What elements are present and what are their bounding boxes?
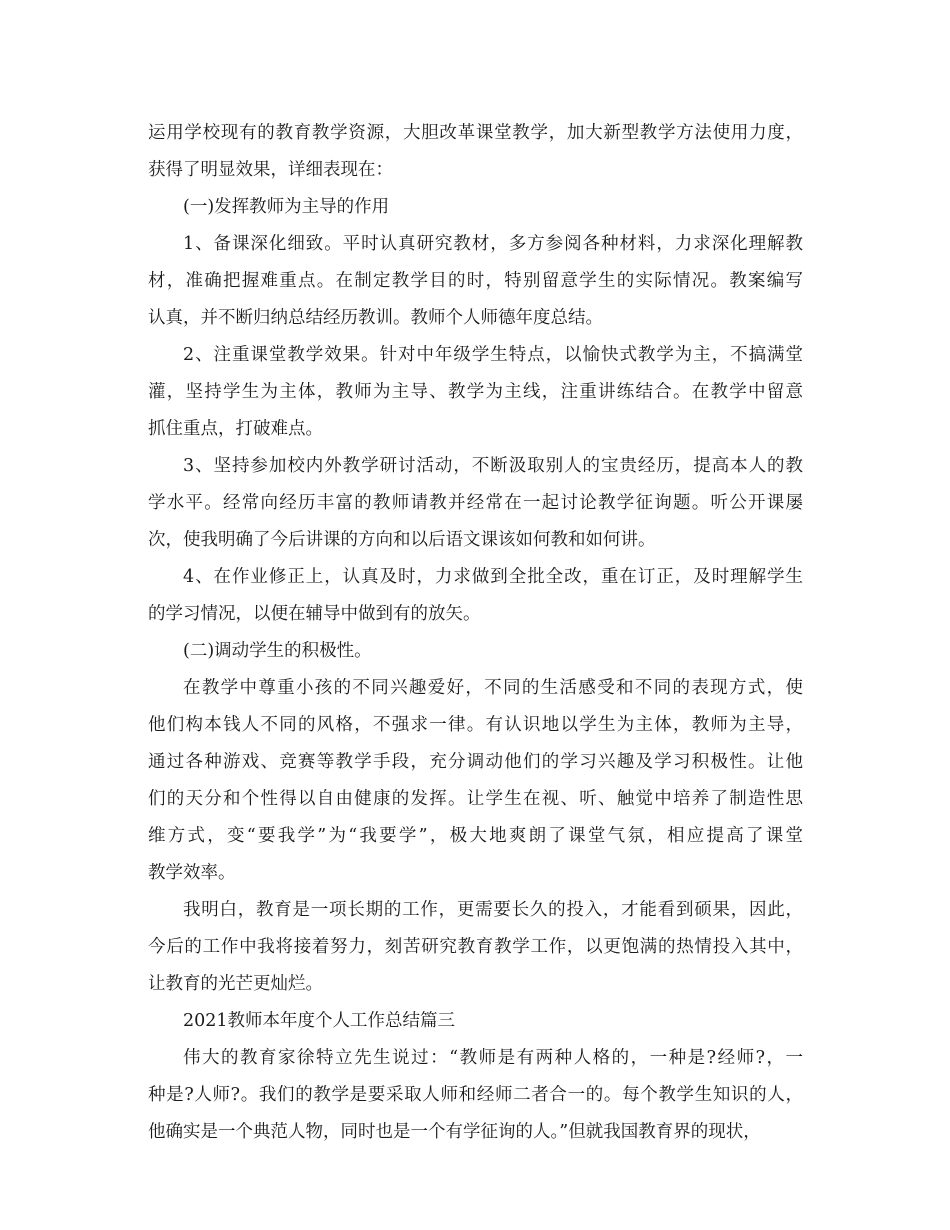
text-line: 4、在作业修正上，认真及时，力求做到全批全改，重在订正，及时理解学生 [183,567,803,587]
paragraph [148,189,803,226]
text-line: 2021教师本年度个人工作总结篇三 [183,1011,456,1031]
paragraph [148,115,803,189]
text-line: 教学效率。 [148,863,236,883]
text-line: 他确实是一个典范人物，同时也是一个有学征询的人。”但就我国教育界的现状， [148,1122,761,1142]
text-line: 我明白，教育是一项长期的工作，更需要长久的投入，才能看到硕果，因此， [183,900,803,920]
paragraph [148,633,803,670]
text-line: (一)发挥教师为主导的作用 [183,197,390,217]
text-line: (二)调动学生的积极性。 [183,641,372,661]
text-line: 获得了明显效果，详细表现在： [148,160,393,180]
text-line: 让教育的光芒更灿烂。 [148,974,323,994]
paragraph [148,1003,803,1040]
text-line: 伟大的教育家徐特立先生说过：“教师是有两种人格的，一种是?经师?，一 [183,1048,803,1068]
text-line: 在教学中尊重小孩的不同兴趣爱好，不同的生活感受和不同的表现方式，使 [183,678,803,698]
text-line: 材，准确把握难重点。在制定教学目的时，特别留意学生的实际情况。教案编写 [148,271,803,291]
text-line: 学水平。经常向经历丰富的教师请教并经常在一起讨论教学征询题。听公开课屡 [148,493,803,513]
text-line: 通过各种游戏、竞赛等教学手段，充分调动他们的学习兴趣及学习积极性。让他 [148,752,803,772]
paragraph [148,226,803,337]
text-line: 1、备课深化细致。平时认真研究教材，多方参阅各种材料，力求深化理解教 [183,234,803,254]
text-line: 们的天分和个性得以自由健康的发挥。让学生在视、听、触觉中培养了制造性思 [148,789,803,809]
text-line: 灌，坚持学生为主体，教师为主导、教学为主线，注重讲练结合。在教学中留意 [148,382,803,402]
paragraph [148,670,803,892]
paragraph [148,448,803,559]
text-line: 种是?人师?。我们的教学是要采取人师和经师二者合一的。每个教学生知识的人， [148,1085,803,1105]
text-line: 3、坚持参加校内外教学研讨活动，不断汲取别人的宝贵经历，提高本人的教 [183,456,803,476]
text-line: 认真，并不断归纳总结经历教训。教师个人师德年度总结。 [148,308,603,328]
paragraph [148,1040,803,1151]
text-line: 的学习情况，以便在辅导中做到有的放矢。 [148,604,481,624]
text-line: 抓住重点，打破难点。 [148,419,323,439]
text-line: 运用学校现有的教育教学资源，大胆改革课堂教学，加大新型教学方法使用力度， [148,123,803,143]
text-line: 维方式，变“要我学”为“我要学”，极大地爽朗了课堂气氛，相应提高了课堂 [148,826,803,846]
text-line: 2、注重课堂教学效果。针对中年级学生特点，以愉快式教学为主，不搞满堂 [183,345,803,365]
paragraph [148,559,803,633]
text-line: 他们构本钱人不同的风格，不强求一律。有认识地以学生为主体，教师为主导， [148,715,803,735]
text-line: 次，使我明确了今后讲课的方向和以后语文课该如何教和如何讲。 [148,530,656,550]
paragraph [148,892,803,1003]
document-body [148,115,803,1151]
text-line: 今后的工作中我将接着努力，刻苦研究教育教学工作，以更饱满的热情投入其中， [148,937,803,957]
paragraph [148,337,803,448]
